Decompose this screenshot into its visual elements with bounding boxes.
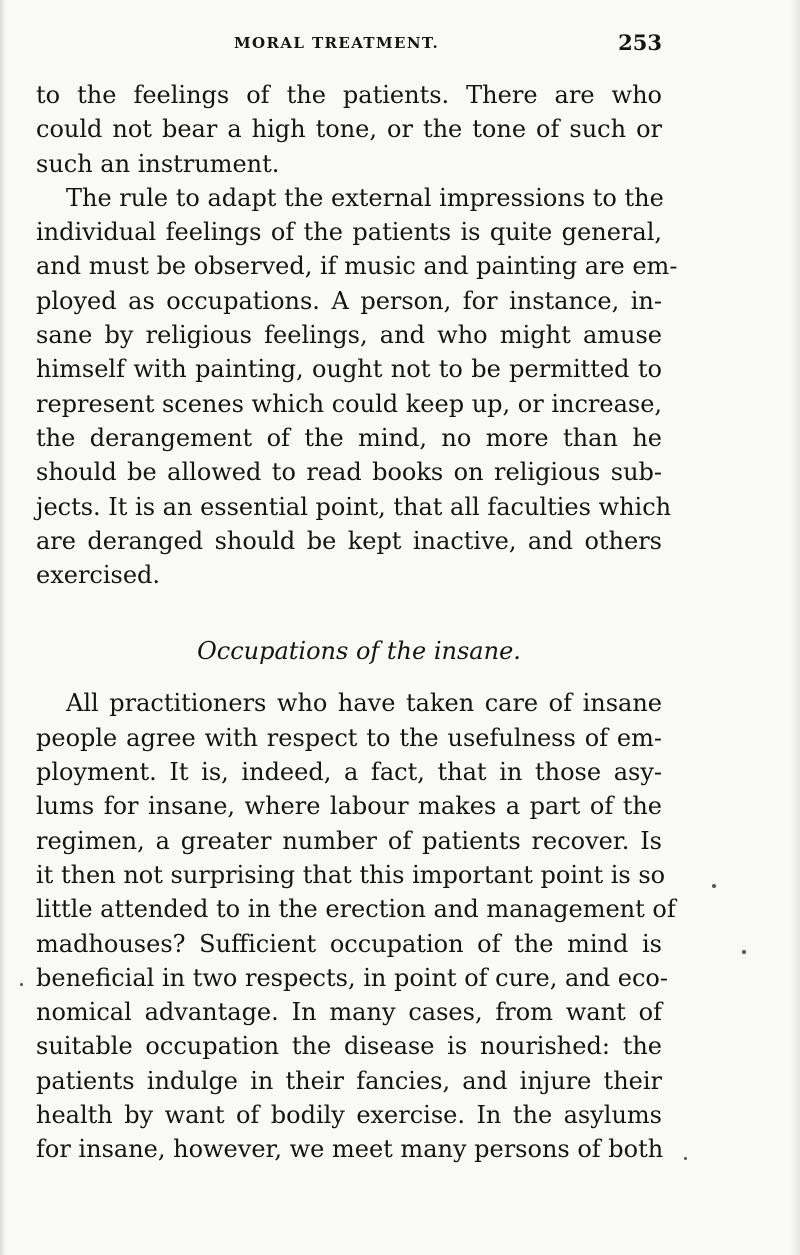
page-body xyxy=(36,78,678,1167)
text-line: such an instrument. xyxy=(36,149,280,178)
paragraph-rule xyxy=(36,181,678,593)
text-line: little attended to in the erection and management of xyxy=(36,895,676,924)
text-line: himself with painting, ought not to be permitted to xyxy=(36,355,662,384)
text-line: to the feelings of the patients. There are who xyxy=(36,81,662,109)
heading-spacer xyxy=(36,674,662,686)
text-line: All practitioners who have taken care of insane xyxy=(66,689,662,718)
section-spacer xyxy=(36,592,662,628)
text-line: sane by religious feelings, and who might amuse xyxy=(36,321,662,350)
text-line: beneficial in two respects, in point of cure, and eco- xyxy=(36,963,668,992)
paragraph-occupations xyxy=(36,686,676,1166)
ink-speck xyxy=(742,950,746,954)
text-line: for insane, however, we meet many persons of both xyxy=(36,1135,664,1164)
ink-speck xyxy=(20,983,23,986)
running-head xyxy=(36,30,662,58)
paragraph-continued xyxy=(36,78,662,181)
text-line: could not bear a high tone, or the tone of such or xyxy=(36,115,662,144)
text-line: individual feelings of the patients is quite general, xyxy=(36,218,662,247)
text-line: jects. It is an essential point, that all faculties which xyxy=(36,492,672,521)
ink-speck xyxy=(712,884,716,888)
text-line: represent scenes which could keep up, or increase, xyxy=(36,389,663,418)
text-line: ployment. It is, indeed, a fact, that in those asy- xyxy=(36,758,662,787)
section-heading: Occupations of the insane. xyxy=(197,637,521,666)
text-line: ployed as occupations. A person, for instance, in- xyxy=(36,286,662,315)
page-number: 253 xyxy=(618,30,662,55)
text-line: madhouses? Sufficient occupation of the mind is xyxy=(36,929,662,958)
text-line: people agree with respect to the usefulness of em- xyxy=(36,723,662,752)
text-line: lums for insane, where labour makes a part of the xyxy=(36,792,662,821)
text-line: suitable occupation the disease is nourished: the xyxy=(36,1032,662,1061)
ink-speck xyxy=(684,1157,687,1160)
text-line: The rule to adapt the external impressions to the xyxy=(66,183,664,212)
text-line: exercised. xyxy=(36,561,161,590)
text-line: patients indulge in their fancies, and injure their xyxy=(36,1066,662,1095)
text-line: should be allowed to read books on religious sub- xyxy=(36,458,662,487)
text-line: the derangement of the mind, no more than he xyxy=(36,423,662,452)
text-line: health by want of bodily exercise. In the asylums xyxy=(36,1101,662,1130)
text-line: nomical advantage. In many cases, from want of xyxy=(36,998,662,1027)
running-title: MORAL TREATMENT. xyxy=(234,34,440,52)
text-line: and must be observed, if music and painting are em- xyxy=(36,252,678,281)
text-line: are deranged should be kept inactive, and others xyxy=(36,526,662,555)
text-line: it then not surprising that this important point is so xyxy=(36,860,666,889)
text-line: regimen, a greater number of patients recover. Is xyxy=(36,826,662,855)
